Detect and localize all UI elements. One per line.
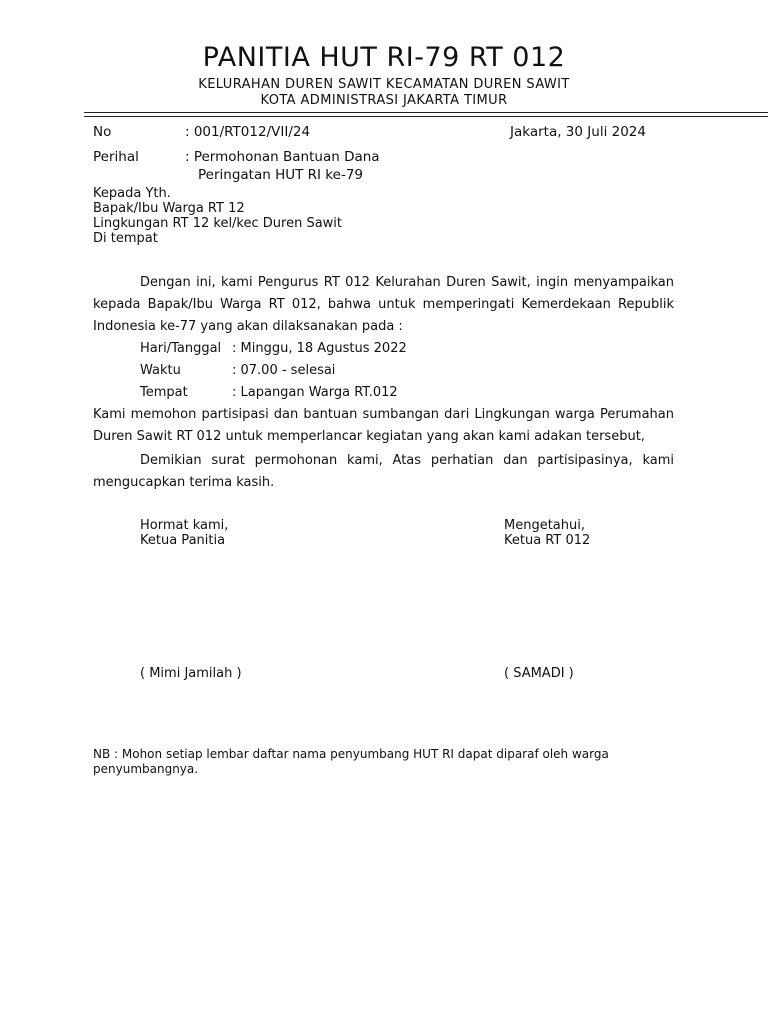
letterhead-subtitle-city: KOTA ADMINISTRASI JAKARTA TIMUR <box>260 93 508 108</box>
letterhead-title: PANITIA HUT RI-79 RT 012 <box>202 42 566 73</box>
body-paragraph-line: Duren Sawit RT 012 untuk memperlancar kegiatan yang akan kami adakan tersebut, <box>93 429 645 444</box>
event-place-label: Tempat <box>140 385 188 400</box>
footnote-line: NB : Mohon setiap lembar daftar nama penyumbang HUT RI dapat diparaf oleh warga <box>93 747 609 761</box>
event-date-value: : Minggu, 18 Agustus 2022 <box>232 341 407 356</box>
event-date-label: Hari/Tanggal <box>140 341 222 356</box>
event-time-value: : 07.00 - selesai <box>232 363 336 378</box>
signature-left-greeting: Hormat kami, <box>140 518 229 533</box>
letter-number-label: No <box>93 124 112 140</box>
body-paragraph-line: Kami memohon partisipasi dan bantuan sumbangan dari Lingkungan warga Perumahan <box>93 407 674 422</box>
body-paragraph-line: Dengan ini, kami Pengurus RT 012 Kelurahan Duren Sawit, ingin menyampaikan <box>140 275 674 290</box>
body-paragraph-line: Demikian surat permohonan kami, Atas perhatian dan partisipasinya, kami <box>140 453 674 468</box>
letter-number-value: : 001/RT012/VII/24 <box>185 124 311 140</box>
letterhead-divider-thick <box>84 112 768 113</box>
event-place-value: : Lapangan Warga RT.012 <box>232 385 398 400</box>
signature-right-name: ( SAMADI ) <box>504 666 574 681</box>
body-paragraph-line: mengucapkan terima kasih. <box>93 475 275 490</box>
recipient-line: Lingkungan RT 12 kel/kec Duren Sawit <box>93 216 343 231</box>
letterhead-subtitle-district: KELURAHAN DUREN SAWIT KECAMATAN DUREN SAWIT <box>198 77 570 92</box>
subject-value-line1: : Permohonan Bantuan Dana <box>185 149 380 165</box>
signature-right-greeting: Mengetahui, <box>504 518 585 533</box>
recipient-line: Kepada Yth. <box>93 186 171 201</box>
subject-label: Perihal <box>93 149 139 165</box>
letter-place-date: Jakarta, 30 Juli 2024 <box>510 124 646 140</box>
body-paragraph-line: kepada Bapak/Ibu Warga RT 012, bahwa untuk memperingati Kemerdekaan Republik <box>93 297 674 312</box>
signature-left-name: ( Mimi Jamilah ) <box>140 666 242 681</box>
signature-left-role: Ketua Panitia <box>140 533 226 548</box>
body-paragraph-line: Indonesia ke-77 yang akan dilaksanakan pada : <box>93 319 403 334</box>
footnote-line: penyumbangnya. <box>93 762 199 776</box>
recipient-line: Bapak/Ibu Warga RT 12 <box>93 201 245 216</box>
subject-value-line2: Peringatan HUT RI ke-79 <box>198 167 363 183</box>
event-time-label: Waktu <box>140 363 181 378</box>
recipient-line: Di tempat <box>93 231 158 246</box>
letterhead-divider-thin <box>84 116 768 117</box>
signature-right-role: Ketua RT 012 <box>504 533 591 548</box>
